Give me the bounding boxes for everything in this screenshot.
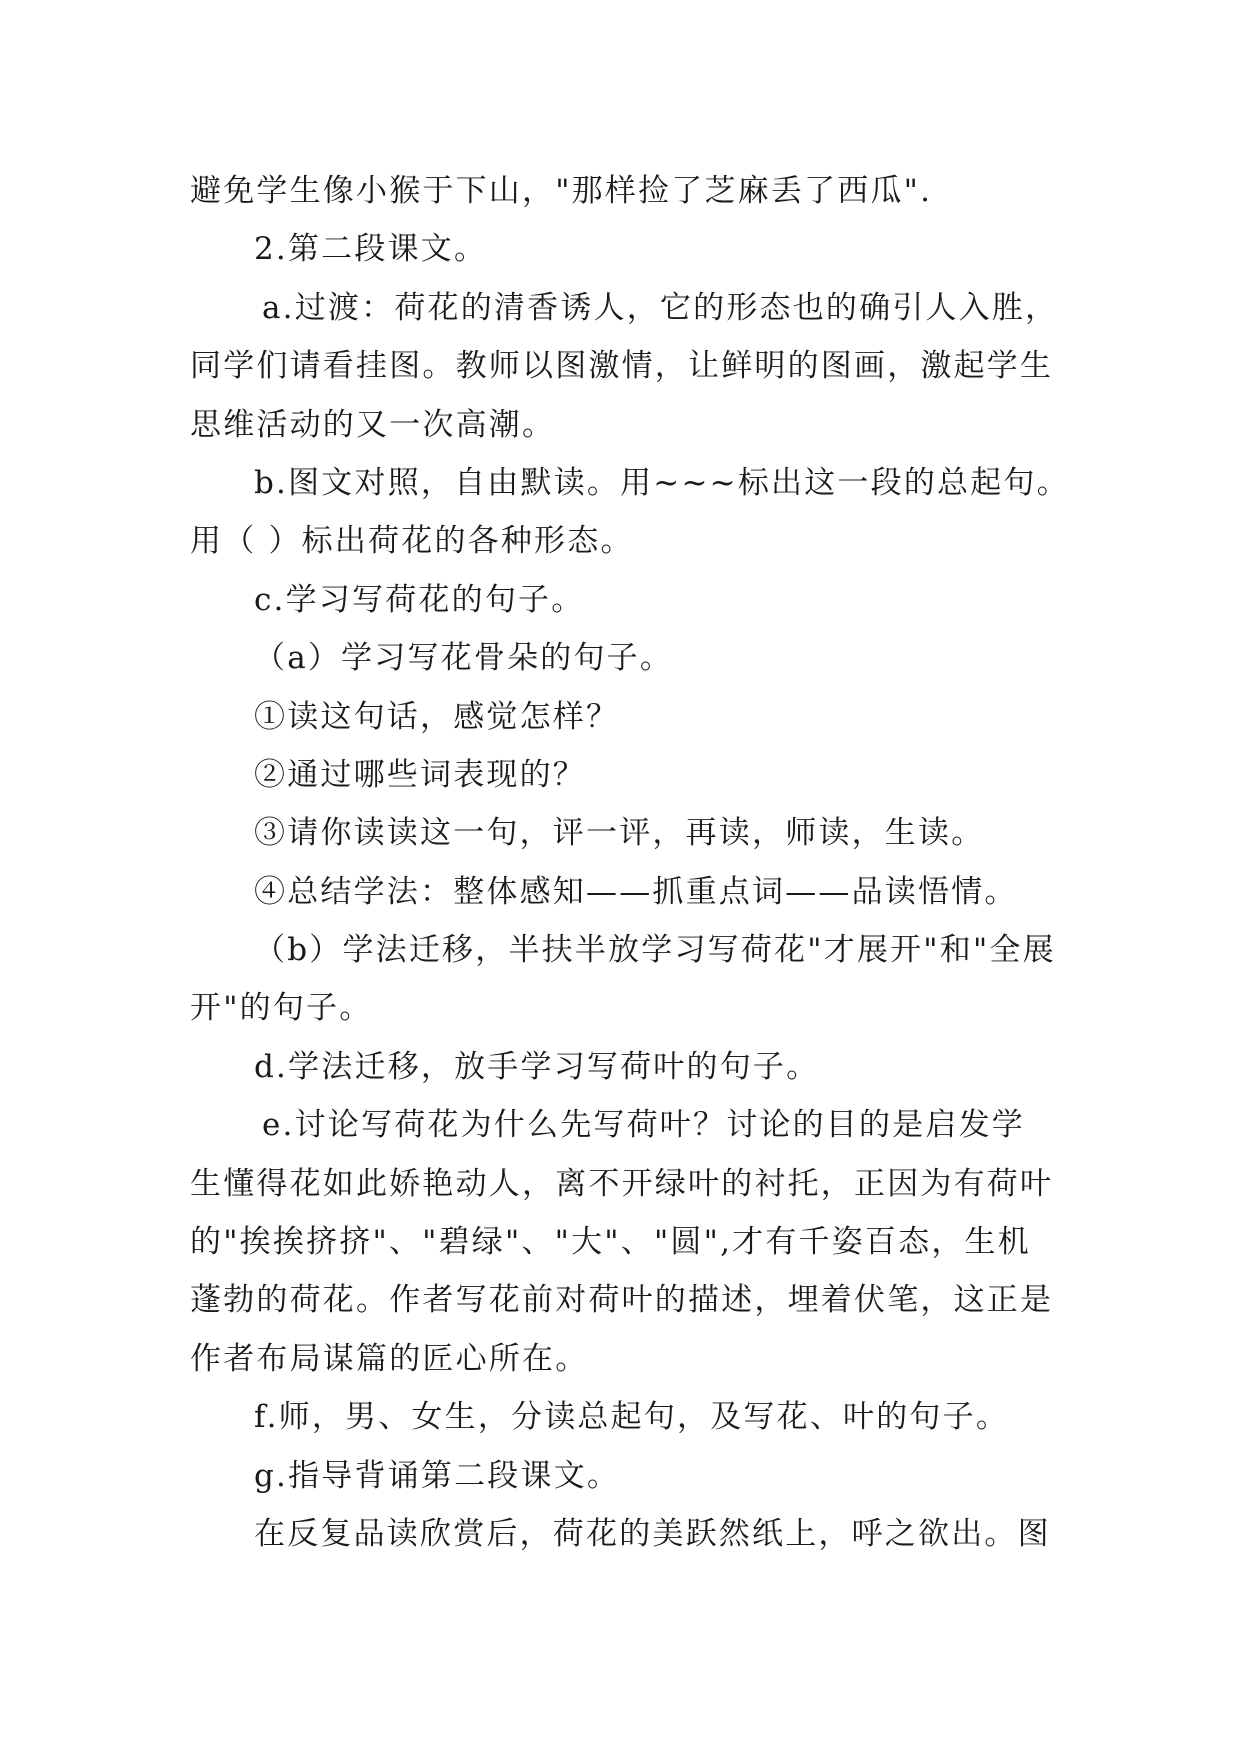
text-line: 蓬勃的荷花。作者写花前对荷叶的描述，埋着伏笔，这正是 [190, 1282, 1054, 1319]
text-line: 在反复品读欣赏后，荷花的美跃然纸上，呼之欲出。图 [254, 1515, 1051, 1552]
text-line: e.讨论写荷花为什么先写荷叶？讨论的目的是启发学 [262, 1107, 1025, 1144]
text-line: ④总结学法：整体感知——抓重点词——品读悟情。 [254, 873, 1018, 910]
text-line: ①读这句话，感觉怎样？ [254, 698, 620, 735]
text-line: 思维活动的又一次高潮。 [190, 406, 556, 443]
text-line: 同学们请看挂图。教师以图激情，让鲜明的图画，激起学生 [190, 348, 1054, 385]
text-line: d.学法迁移，放手学习写荷叶的句子。 [254, 1048, 820, 1085]
text-line: 的"挨挨挤挤"、"碧绿"、"大"、"圆",才有千姿百态，生机 [190, 1224, 1031, 1261]
text-line: 用（ ）标出荷花的各种形态。 [190, 523, 634, 560]
document-body [190, 162, 1070, 1563]
text-line: 作者布局谋篇的匠心所在。 [190, 1340, 589, 1377]
text-line: （a）学习写花骨朵的句子。 [254, 640, 674, 677]
text-line: 生懂得花如此娇艳动人，离不开绿叶的衬托，正因为有荷叶 [190, 1165, 1054, 1202]
text-line: b.图文对照，自由默读。用~~~标出这一段的总起句。 [254, 464, 1070, 501]
text-line: 开"的句子。 [190, 990, 373, 1027]
text-line: a.过渡：荷花的清香诱人，它的形态也的确引人入胜， [262, 289, 1059, 326]
text-line: 避免学生像小猴于下山，"那样捡了芝麻丢了西瓜". [190, 173, 933, 209]
text-line: ②通过哪些词表现的？ [254, 756, 586, 793]
text-line: 2.第二段课文。 [254, 231, 488, 268]
text-line: g.指导背诵第二段课文。 [254, 1457, 621, 1494]
text-line: ③请你读读这一句，评一评，再读，师读，生读。 [254, 815, 985, 852]
text-line: （b）学法迁移，半扶半放学习写荷花"才展开"和"全展 [254, 932, 1056, 969]
text-line: c.学习写荷花的句子。 [254, 581, 585, 618]
text-line: f.师，男、女生，分读总起句，及写花、叶的句子。 [254, 1399, 1010, 1436]
